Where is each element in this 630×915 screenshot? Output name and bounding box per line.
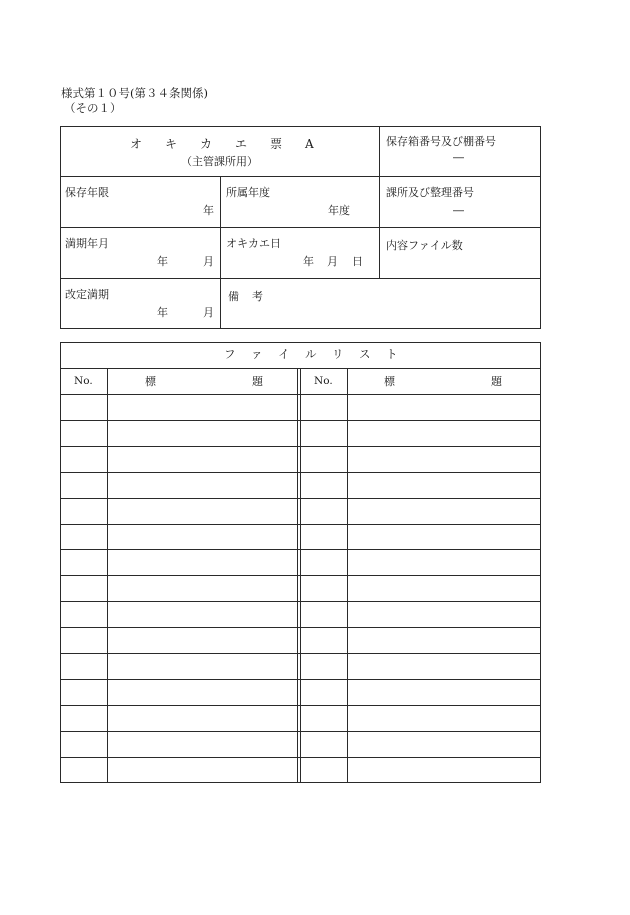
replace-date-cell[interactable] xyxy=(221,228,379,278)
row-no-right-2[interactable] xyxy=(301,421,347,446)
row-title-right-8[interactable] xyxy=(348,576,540,601)
row-title-right-4[interactable] xyxy=(348,473,540,498)
row-title-left-15[interactable] xyxy=(108,758,297,783)
box-number-cell[interactable] xyxy=(380,127,540,176)
replace-year-unit: 年 xyxy=(303,255,314,268)
file-count-label: 内容ファイル数 xyxy=(386,239,463,252)
replace-month-unit: 月 xyxy=(327,255,338,268)
row-title-left-2[interactable] xyxy=(108,421,297,446)
row-title-left-4[interactable] xyxy=(108,473,297,498)
row-title-right-12[interactable] xyxy=(348,680,540,705)
row-title-right-15[interactable] xyxy=(348,758,540,783)
row-no-left-6[interactable] xyxy=(61,525,107,550)
row-no-right-14[interactable] xyxy=(301,732,347,757)
row-title-right-5[interactable] xyxy=(348,499,540,524)
row-no-right-4[interactable] xyxy=(301,473,347,498)
row-no-left-3[interactable] xyxy=(61,447,107,472)
title-char-5: 票 xyxy=(270,137,283,151)
row-title-left-9[interactable] xyxy=(108,602,297,627)
col-header-title-right-2: 題 xyxy=(491,375,502,388)
row-no-left-10[interactable] xyxy=(61,628,107,653)
dept-number-label: 課所及び整理番号 xyxy=(386,186,474,199)
row-no-left-7[interactable] xyxy=(61,550,107,575)
remarks-label-2: 考 xyxy=(252,290,263,303)
col-header-no-left: No. xyxy=(74,375,93,387)
row-no-right-10[interactable] xyxy=(301,628,347,653)
fiscal-year-cell[interactable] xyxy=(221,177,379,227)
row-no-left-4[interactable] xyxy=(61,473,107,498)
row-title-right-9[interactable] xyxy=(348,602,540,627)
retention-unit: 年 xyxy=(203,204,214,217)
file-list-title xyxy=(60,342,541,368)
row-title-left-6[interactable] xyxy=(108,525,297,550)
title-char-6: A xyxy=(305,137,314,151)
row-no-left-5[interactable] xyxy=(61,499,107,524)
retention-label: 保存年限 xyxy=(65,186,109,199)
expiry-year-unit: 年 xyxy=(157,255,168,268)
row-title-right-7[interactable] xyxy=(348,550,540,575)
sub-number: （その１） xyxy=(64,101,122,115)
file-list-title-char-3: イ xyxy=(278,347,290,361)
row-no-left-8[interactable] xyxy=(61,576,107,601)
row-no-left-1[interactable] xyxy=(61,395,107,420)
box-number-label: 保存箱番号及び棚番号 xyxy=(386,135,496,148)
col-header-no-right: No. xyxy=(314,375,333,387)
col-header-title-left-2: 題 xyxy=(252,375,263,388)
row-title-right-6[interactable] xyxy=(348,525,540,550)
expiry-label: 満期年月 xyxy=(65,237,109,250)
dept-number-value: ― xyxy=(453,204,464,217)
row-title-left-10[interactable] xyxy=(108,628,297,653)
file-list-title-char-2: ァ xyxy=(251,347,263,361)
row-title-left-7[interactable] xyxy=(108,550,297,575)
file-list-title-char-6: ス xyxy=(359,347,371,361)
row-no-right-7[interactable] xyxy=(301,550,347,575)
replace-date-label: オキカエ日 xyxy=(226,237,281,250)
row-title-left-1[interactable] xyxy=(108,395,297,420)
row-title-right-14[interactable] xyxy=(348,732,540,757)
row-no-left-15[interactable] xyxy=(61,758,107,783)
file-list-title-char-4: ル xyxy=(305,347,317,361)
box-number-value: ― xyxy=(453,151,464,164)
form-number: 様式第１０号(第３４条関係) xyxy=(61,86,208,100)
row-no-right-11[interactable] xyxy=(301,654,347,679)
dept-number-cell[interactable] xyxy=(380,177,540,227)
remarks-label-1: 備 xyxy=(228,290,239,303)
row-no-right-13[interactable] xyxy=(301,706,347,731)
retention-cell[interactable] xyxy=(61,177,220,227)
row-no-left-2[interactable] xyxy=(61,421,107,446)
row-no-right-15[interactable] xyxy=(301,758,347,783)
row-no-left-14[interactable] xyxy=(61,732,107,757)
row-title-left-13[interactable] xyxy=(108,706,297,731)
remarks-cell[interactable] xyxy=(221,279,540,328)
row-no-left-9[interactable] xyxy=(61,602,107,627)
row-no-left-13[interactable] xyxy=(61,706,107,731)
replace-day-unit: 日 xyxy=(352,255,363,268)
row-title-right-1[interactable] xyxy=(348,395,540,420)
row-no-right-5[interactable] xyxy=(301,499,347,524)
row-title-right-13[interactable] xyxy=(348,706,540,731)
title-subtitle: （主管課所用） xyxy=(181,155,258,168)
file-list-title-char-7: ト xyxy=(386,347,398,361)
row-title-left-12[interactable] xyxy=(108,680,297,705)
revised-expiry-cell[interactable] xyxy=(61,279,220,328)
row-title-right-2[interactable] xyxy=(348,421,540,446)
row-title-right-11[interactable] xyxy=(348,654,540,679)
title-cell xyxy=(60,126,379,176)
title-char-2: キ xyxy=(165,137,178,151)
row-no-right-8[interactable] xyxy=(301,576,347,601)
title-char-1: オ xyxy=(130,137,143,151)
row-title-right-3[interactable] xyxy=(348,447,540,472)
row-no-right-3[interactable] xyxy=(301,447,347,472)
file-list-title-char-1: フ xyxy=(224,347,236,361)
col-header-title-right-1: 標 xyxy=(384,375,395,388)
row-title-right-10[interactable] xyxy=(348,628,540,653)
title-char-3: カ xyxy=(200,137,213,151)
row-no-left-11[interactable] xyxy=(61,654,107,679)
revised-month-unit: 月 xyxy=(203,306,214,319)
row-title-left-11[interactable] xyxy=(108,654,297,679)
row-title-left-8[interactable] xyxy=(108,576,297,601)
row-no-right-6[interactable] xyxy=(301,525,347,550)
col-header-title-left-1: 標 xyxy=(145,375,156,388)
expiry-cell[interactable] xyxy=(61,228,220,278)
row-title-left-5[interactable] xyxy=(108,499,297,524)
file-list-title-char-5: リ xyxy=(332,347,344,361)
row-no-right-1[interactable] xyxy=(301,395,347,420)
row-title-left-3[interactable] xyxy=(108,447,297,472)
fiscal-year-label: 所属年度 xyxy=(226,186,270,199)
row-no-left-12[interactable] xyxy=(61,680,107,705)
row-no-right-9[interactable] xyxy=(301,602,347,627)
revised-year-unit: 年 xyxy=(157,306,168,319)
row-no-right-12[interactable] xyxy=(301,680,347,705)
expiry-month-unit: 月 xyxy=(203,255,214,268)
title-char-4: エ xyxy=(235,137,248,151)
revised-expiry-label: 改定満期 xyxy=(65,288,109,301)
file-count-cell[interactable] xyxy=(380,228,540,278)
fiscal-year-unit: 年度 xyxy=(328,204,350,217)
row-title-left-14[interactable] xyxy=(108,732,297,757)
